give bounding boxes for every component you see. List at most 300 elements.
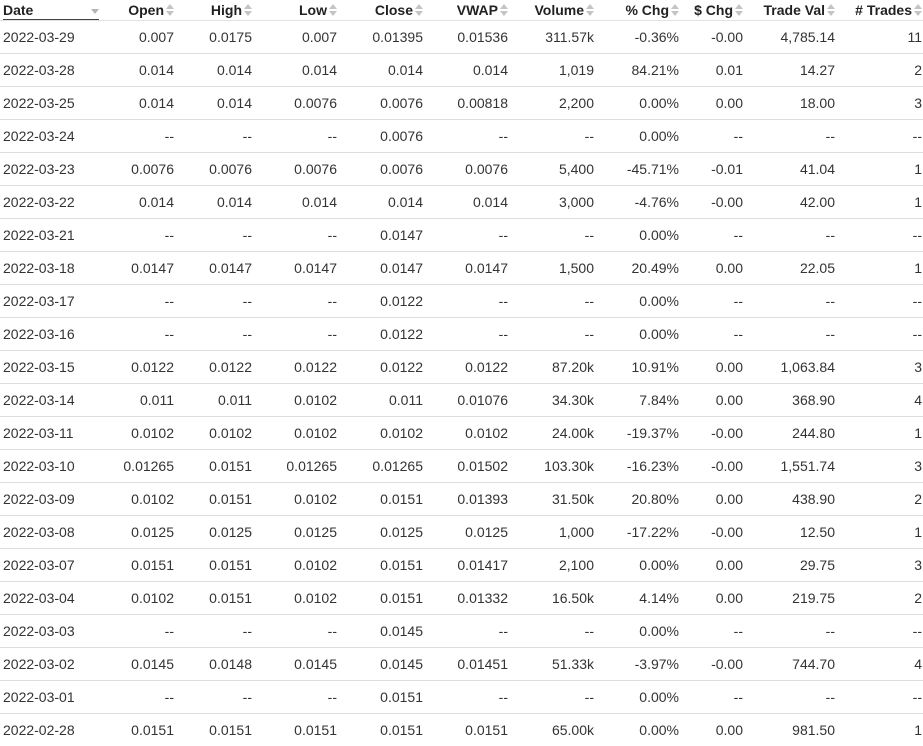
cell-pct-chg: 0.00%	[598, 219, 683, 252]
cell-trade-val: 29.75	[747, 549, 839, 582]
column-header-close[interactable]	[341, 0, 427, 21]
sort-arrows-icon[interactable]	[415, 4, 423, 16]
cell-usd-chg: 0.00	[683, 351, 747, 384]
cell-date: 2022-03-04	[0, 582, 103, 615]
cell-vwap: 0.0122	[427, 351, 512, 384]
cell-open: 0.0102	[103, 417, 178, 450]
cell-pct-chg: 0.00%	[598, 285, 683, 318]
cell-high: 0.0125	[178, 516, 256, 549]
cell-date: 2022-03-24	[0, 120, 103, 153]
cell-trades: 1	[839, 417, 923, 450]
cell-low: 0.0102	[256, 483, 341, 516]
cell-pct-chg: -0.36%	[598, 21, 683, 54]
table-row	[0, 681, 923, 714]
cell-low: 0.0076	[256, 153, 341, 186]
cell-trades: 3	[839, 351, 923, 384]
cell-vwap: 0.01332	[427, 582, 512, 615]
cell-volume: 2,100	[512, 549, 598, 582]
cell-pct-chg: 84.21%	[598, 54, 683, 87]
cell-vwap: 0.0102	[427, 417, 512, 450]
cell-close: 0.0151	[341, 582, 427, 615]
table-row	[0, 714, 923, 746]
sort-arrows-icon[interactable]	[500, 4, 508, 16]
cell-low: 0.0122	[256, 351, 341, 384]
cell-open: 0.0147	[103, 252, 178, 285]
column-header-volume[interactable]	[512, 0, 598, 21]
sort-arrows-icon[interactable]	[671, 4, 679, 16]
column-header-high[interactable]	[178, 0, 256, 21]
cell-volume: --	[512, 219, 598, 252]
column-header-trades[interactable]	[839, 0, 923, 21]
cell-usd-chg: -0.00	[683, 186, 747, 219]
cell-trades: 2	[839, 582, 923, 615]
cell-high: --	[178, 219, 256, 252]
cell-close: 0.0076	[341, 120, 427, 153]
cell-close: 0.0147	[341, 219, 427, 252]
cell-high: --	[178, 285, 256, 318]
cell-trade-val: --	[747, 285, 839, 318]
cell-usd-chg: 0.00	[683, 384, 747, 417]
table-row	[0, 417, 923, 450]
cell-trades: --	[839, 681, 923, 714]
cell-low: --	[256, 219, 341, 252]
cell-trade-val: 438.90	[747, 483, 839, 516]
cell-high: 0.0151	[178, 450, 256, 483]
cell-volume: 34.30k	[512, 384, 598, 417]
column-header-label: Open	[128, 2, 164, 18]
cell-trade-val: 1,551.74	[747, 450, 839, 483]
cell-date: 2022-03-18	[0, 252, 103, 285]
cell-low: 0.01265	[256, 450, 341, 483]
cell-date: 2022-03-23	[0, 153, 103, 186]
cell-trade-val: 12.50	[747, 516, 839, 549]
cell-high: 0.0148	[178, 648, 256, 681]
cell-volume: --	[512, 681, 598, 714]
cell-low: 0.0076	[256, 87, 341, 120]
cell-trade-val: 22.05	[747, 252, 839, 285]
cell-vwap: --	[427, 318, 512, 351]
cell-date: 2022-03-16	[0, 318, 103, 351]
cell-trade-val: 744.70	[747, 648, 839, 681]
column-header-label: Low	[299, 2, 327, 18]
cell-volume: 65.00k	[512, 714, 598, 746]
sort-arrows-icon[interactable]	[329, 4, 337, 16]
cell-trades: 11	[839, 21, 923, 54]
cell-volume: --	[512, 120, 598, 153]
cell-low: --	[256, 681, 341, 714]
cell-close: 0.0076	[341, 87, 427, 120]
cell-low: --	[256, 615, 341, 648]
table-row	[0, 351, 923, 384]
cell-high: 0.014	[178, 54, 256, 87]
cell-usd-chg: 0.00	[683, 483, 747, 516]
cell-high: 0.0151	[178, 483, 256, 516]
cell-pct-chg: 7.84%	[598, 384, 683, 417]
cell-pct-chg: 0.00%	[598, 120, 683, 153]
cell-vwap: --	[427, 615, 512, 648]
cell-open: 0.0102	[103, 582, 178, 615]
cell-date: 2022-03-11	[0, 417, 103, 450]
cell-pct-chg: -19.37%	[598, 417, 683, 450]
cell-usd-chg: 0.00	[683, 549, 747, 582]
cell-close: 0.0145	[341, 648, 427, 681]
cell-trades: 1	[839, 153, 923, 186]
cell-date: 2022-03-01	[0, 681, 103, 714]
table-row	[0, 87, 923, 120]
cell-vwap: 0.01536	[427, 21, 512, 54]
cell-high: 0.0122	[178, 351, 256, 384]
table-row	[0, 582, 923, 615]
cell-high: 0.014	[178, 186, 256, 219]
cell-low: 0.0102	[256, 549, 341, 582]
sort-arrows-icon[interactable]	[166, 4, 174, 16]
cell-usd-chg: 0.00	[683, 87, 747, 120]
cell-volume: 2,200	[512, 87, 598, 120]
table-row	[0, 21, 923, 54]
cell-low: 0.014	[256, 54, 341, 87]
column-header-open[interactable]	[103, 0, 178, 21]
cell-date: 2022-03-22	[0, 186, 103, 219]
cell-usd-chg: -0.00	[683, 648, 747, 681]
column-header-label: $ Chg	[694, 2, 733, 18]
cell-vwap: 0.0125	[427, 516, 512, 549]
cell-pct-chg: 0.00%	[598, 549, 683, 582]
cell-volume: 51.33k	[512, 648, 598, 681]
column-header-label: VWAP	[457, 2, 498, 18]
table-row	[0, 186, 923, 219]
table-body	[0, 21, 923, 746]
cell-volume: 1,019	[512, 54, 598, 87]
table-row	[0, 384, 923, 417]
cell-trades: 4	[839, 384, 923, 417]
sort-arrows-icon[interactable]	[244, 4, 252, 16]
cell-vwap: --	[427, 681, 512, 714]
column-header-label: Close	[375, 2, 413, 18]
cell-trades: --	[839, 120, 923, 153]
cell-usd-chg: --	[683, 219, 747, 252]
cell-trade-val: 4,785.14	[747, 21, 839, 54]
cell-pct-chg: 0.00%	[598, 714, 683, 746]
cell-volume: --	[512, 318, 598, 351]
cell-vwap: 0.0147	[427, 252, 512, 285]
cell-open: --	[103, 318, 178, 351]
cell-pct-chg: 4.14%	[598, 582, 683, 615]
cell-trades: 3	[839, 87, 923, 120]
cell-low: 0.007	[256, 21, 341, 54]
cell-low: 0.0151	[256, 714, 341, 746]
cell-usd-chg: --	[683, 615, 747, 648]
column-header-label: # Trades	[855, 2, 912, 18]
cell-low: --	[256, 318, 341, 351]
cell-vwap: 0.0076	[427, 153, 512, 186]
cell-trades: 1	[839, 186, 923, 219]
cell-date: 2022-03-10	[0, 450, 103, 483]
cell-close: 0.01265	[341, 450, 427, 483]
cell-vwap: 0.014	[427, 186, 512, 219]
cell-open: 0.0151	[103, 714, 178, 746]
cell-date: 2022-03-17	[0, 285, 103, 318]
cell-trade-val: 14.27	[747, 54, 839, 87]
cell-trades: 1	[839, 714, 923, 746]
sort-arrows-icon[interactable]	[827, 4, 835, 16]
cell-usd-chg: 0.00	[683, 252, 747, 285]
cell-vwap: 0.01451	[427, 648, 512, 681]
cell-close: 0.0125	[341, 516, 427, 549]
cell-date: 2022-02-28	[0, 714, 103, 746]
cell-date: 2022-03-07	[0, 549, 103, 582]
cell-low: 0.0102	[256, 417, 341, 450]
cell-trades: 3	[839, 549, 923, 582]
cell-usd-chg: -0.00	[683, 21, 747, 54]
table-row	[0, 483, 923, 516]
cell-volume: 3,000	[512, 186, 598, 219]
table-row	[0, 549, 923, 582]
cell-low: 0.0102	[256, 384, 341, 417]
column-header-low[interactable]	[256, 0, 341, 21]
column-header-date[interactable]	[0, 0, 103, 21]
cell-trades: 3	[839, 450, 923, 483]
cell-usd-chg: -0.01	[683, 153, 747, 186]
cell-vwap: 0.014	[427, 54, 512, 87]
cell-usd-chg: -0.00	[683, 417, 747, 450]
cell-usd-chg: 0.01	[683, 54, 747, 87]
cell-pct-chg: -17.22%	[598, 516, 683, 549]
cell-close: 0.0122	[341, 318, 427, 351]
cell-volume: --	[512, 285, 598, 318]
column-header-label: Date	[3, 2, 33, 18]
cell-trade-val: --	[747, 219, 839, 252]
cell-trade-val: 41.04	[747, 153, 839, 186]
cell-open: 0.0125	[103, 516, 178, 549]
cell-low: 0.014	[256, 186, 341, 219]
cell-low: 0.0145	[256, 648, 341, 681]
cell-date: 2022-03-14	[0, 384, 103, 417]
table-row	[0, 450, 923, 483]
cell-usd-chg: --	[683, 120, 747, 153]
cell-open: 0.0145	[103, 648, 178, 681]
cell-pct-chg: 0.00%	[598, 615, 683, 648]
cell-pct-chg: 10.91%	[598, 351, 683, 384]
cell-vwap: 0.01076	[427, 384, 512, 417]
cell-trade-val: 18.00	[747, 87, 839, 120]
cell-close: 0.0151	[341, 681, 427, 714]
cell-usd-chg: -0.00	[683, 450, 747, 483]
table-row	[0, 219, 923, 252]
cell-pct-chg: -4.76%	[598, 186, 683, 219]
cell-trades: 4	[839, 648, 923, 681]
cell-close: 0.0122	[341, 285, 427, 318]
cell-close: 0.014	[341, 54, 427, 87]
cell-date: 2022-03-28	[0, 54, 103, 87]
cell-high: 0.011	[178, 384, 256, 417]
column-header-usd-chg[interactable]	[683, 0, 747, 21]
cell-open: 0.014	[103, 54, 178, 87]
cell-trades: --	[839, 219, 923, 252]
cell-pct-chg: -3.97%	[598, 648, 683, 681]
cell-trade-val: 219.75	[747, 582, 839, 615]
cell-open: 0.0151	[103, 549, 178, 582]
cell-volume: 24.00k	[512, 417, 598, 450]
cell-high: 0.0151	[178, 549, 256, 582]
cell-vwap: 0.00818	[427, 87, 512, 120]
cell-volume: 87.20k	[512, 351, 598, 384]
cell-close: 0.014	[341, 186, 427, 219]
cell-high: --	[178, 615, 256, 648]
table-row	[0, 648, 923, 681]
cell-low: 0.0102	[256, 582, 341, 615]
sort-arrows-icon[interactable]	[735, 4, 743, 16]
cell-close: 0.011	[341, 384, 427, 417]
cell-trade-val: --	[747, 615, 839, 648]
column-header-label: % Chg	[625, 2, 669, 18]
cell-high: --	[178, 681, 256, 714]
cell-vwap: --	[427, 120, 512, 153]
cell-high: 0.0102	[178, 417, 256, 450]
cell-close: 0.0145	[341, 615, 427, 648]
cell-vwap: 0.0151	[427, 714, 512, 746]
column-header-trade-val[interactable]	[747, 0, 839, 21]
cell-high: 0.0151	[178, 582, 256, 615]
cell-low: --	[256, 120, 341, 153]
cell-trade-val: --	[747, 318, 839, 351]
cell-trade-val: --	[747, 681, 839, 714]
table-row	[0, 516, 923, 549]
cell-open: --	[103, 219, 178, 252]
cell-date: 2022-03-02	[0, 648, 103, 681]
column-header-pct-chg[interactable]	[598, 0, 683, 21]
column-header-label: High	[211, 2, 242, 18]
cell-volume: 31.50k	[512, 483, 598, 516]
cell-high: 0.0147	[178, 252, 256, 285]
cell-high: --	[178, 318, 256, 351]
cell-trade-val: 981.50	[747, 714, 839, 746]
table-row	[0, 120, 923, 153]
cell-date: 2022-03-21	[0, 219, 103, 252]
cell-close: 0.0151	[341, 549, 427, 582]
cell-usd-chg: 0.00	[683, 582, 747, 615]
cell-date: 2022-03-29	[0, 21, 103, 54]
cell-pct-chg: 20.80%	[598, 483, 683, 516]
cell-low: 0.0147	[256, 252, 341, 285]
cell-high: 0.014	[178, 87, 256, 120]
cell-volume: 1,000	[512, 516, 598, 549]
cell-pct-chg: 0.00%	[598, 318, 683, 351]
cell-open: 0.0076	[103, 153, 178, 186]
table-row	[0, 252, 923, 285]
cell-close: 0.0076	[341, 153, 427, 186]
cell-trades: 2	[839, 54, 923, 87]
cell-open: 0.011	[103, 384, 178, 417]
cell-high: 0.0175	[178, 21, 256, 54]
cell-high: 0.0076	[178, 153, 256, 186]
cell-trades: 1	[839, 516, 923, 549]
cell-volume: --	[512, 615, 598, 648]
cell-close: 0.0151	[341, 483, 427, 516]
cell-high: --	[178, 120, 256, 153]
cell-low: 0.0125	[256, 516, 341, 549]
cell-volume: 103.30k	[512, 450, 598, 483]
cell-open: 0.0102	[103, 483, 178, 516]
table-row	[0, 54, 923, 87]
cell-open: --	[103, 681, 178, 714]
column-header-vwap[interactable]	[427, 0, 512, 21]
cell-open: --	[103, 285, 178, 318]
cell-usd-chg: --	[683, 681, 747, 714]
cell-open: 0.01265	[103, 450, 178, 483]
cell-vwap: --	[427, 219, 512, 252]
cell-volume: 311.57k	[512, 21, 598, 54]
cell-trade-val: 1,063.84	[747, 351, 839, 384]
sorted-column-underline	[3, 19, 99, 20]
table-row	[0, 318, 923, 351]
column-header-label: Volume	[534, 2, 584, 18]
table-row	[0, 285, 923, 318]
cell-vwap: 0.01502	[427, 450, 512, 483]
cell-close: 0.0151	[341, 714, 427, 746]
table-row	[0, 615, 923, 648]
caret-down-icon[interactable]	[91, 1, 99, 17]
cell-pct-chg: 20.49%	[598, 252, 683, 285]
cell-date: 2022-03-25	[0, 87, 103, 120]
table-header-row	[0, 0, 923, 21]
cell-usd-chg: --	[683, 285, 747, 318]
cell-trades: --	[839, 285, 923, 318]
cell-trades: 1	[839, 252, 923, 285]
cell-high: 0.0151	[178, 714, 256, 746]
cell-usd-chg: 0.00	[683, 714, 747, 746]
cell-trade-val: --	[747, 120, 839, 153]
cell-volume: 1,500	[512, 252, 598, 285]
cell-trade-val: 42.00	[747, 186, 839, 219]
cell-low: --	[256, 285, 341, 318]
cell-trades: --	[839, 615, 923, 648]
cell-date: 2022-03-03	[0, 615, 103, 648]
cell-open: 0.014	[103, 87, 178, 120]
cell-volume: 16.50k	[512, 582, 598, 615]
cell-trades: 2	[839, 483, 923, 516]
sort-arrows-icon[interactable]	[914, 4, 922, 16]
cell-vwap: 0.01393	[427, 483, 512, 516]
cell-date: 2022-03-09	[0, 483, 103, 516]
cell-date: 2022-03-08	[0, 516, 103, 549]
cell-open: --	[103, 120, 178, 153]
column-header-label: Trade Val	[764, 2, 825, 18]
cell-pct-chg: 0.00%	[598, 87, 683, 120]
cell-open: 0.014	[103, 186, 178, 219]
cell-trade-val: 244.80	[747, 417, 839, 450]
cell-vwap: 0.01417	[427, 549, 512, 582]
cell-close: 0.0147	[341, 252, 427, 285]
table-row	[0, 153, 923, 186]
cell-pct-chg: 0.00%	[598, 681, 683, 714]
cell-date: 2022-03-15	[0, 351, 103, 384]
sort-arrows-icon[interactable]	[586, 4, 594, 16]
cell-close: 0.01395	[341, 21, 427, 54]
cell-pct-chg: -45.71%	[598, 153, 683, 186]
cell-pct-chg: -16.23%	[598, 450, 683, 483]
cell-close: 0.0122	[341, 351, 427, 384]
cell-usd-chg: -0.00	[683, 516, 747, 549]
cell-close: 0.0102	[341, 417, 427, 450]
cell-open: 0.0122	[103, 351, 178, 384]
cell-open: 0.007	[103, 21, 178, 54]
cell-trade-val: 368.90	[747, 384, 839, 417]
cell-vwap: --	[427, 285, 512, 318]
cell-volume: 5,400	[512, 153, 598, 186]
cell-usd-chg: --	[683, 318, 747, 351]
cell-open: --	[103, 615, 178, 648]
cell-trades: --	[839, 318, 923, 351]
